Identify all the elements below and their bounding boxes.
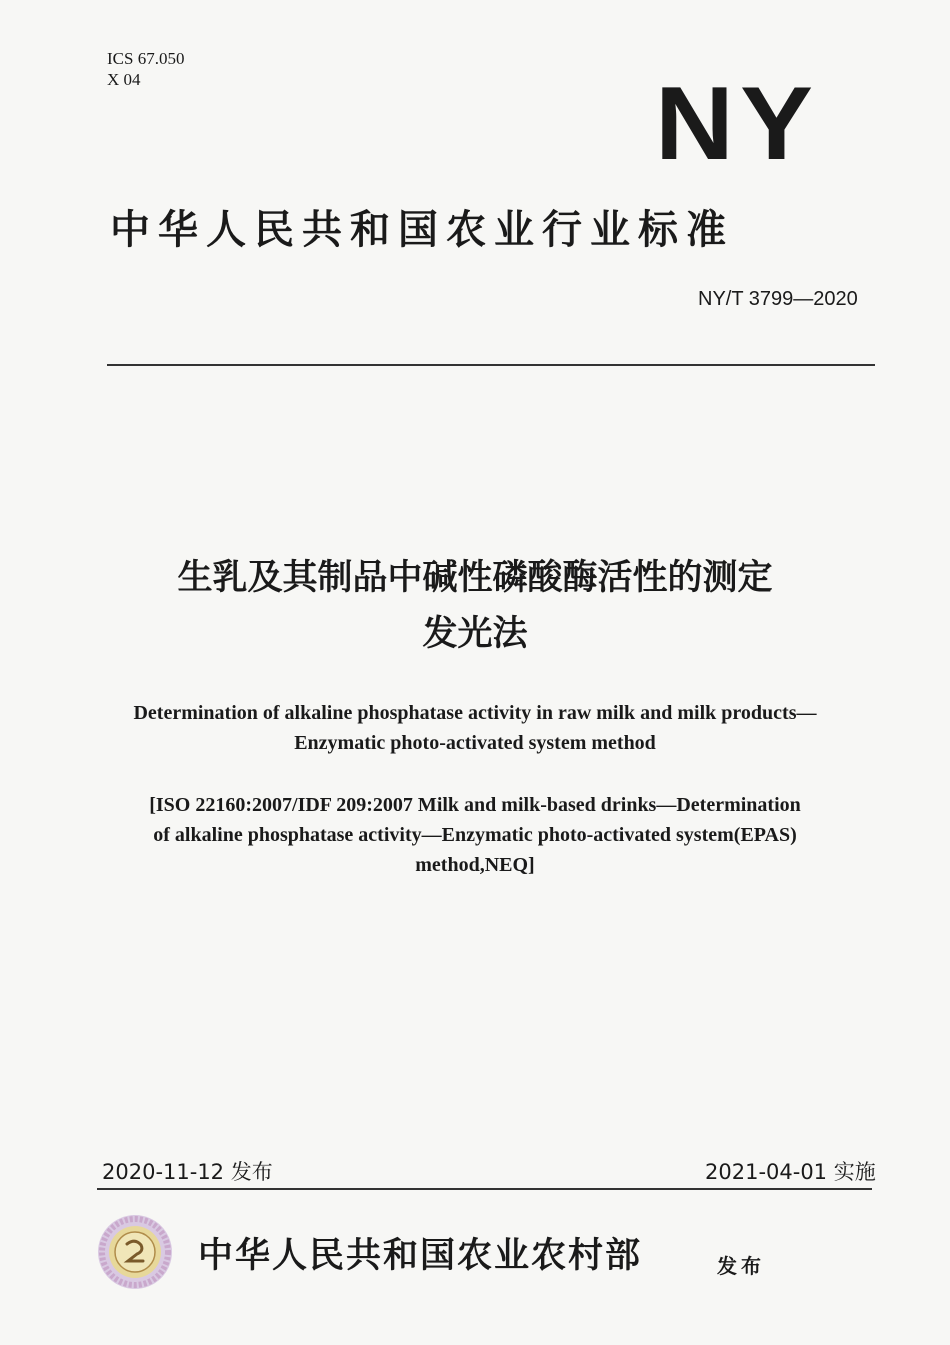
iso-reference-line-2: of alkaline phosphatase activity—Enzymatic photo-activated system(EPAS) bbox=[153, 824, 797, 846]
standard-type-title: 中华人民共和国农业行业标准 bbox=[110, 207, 734, 253]
standard-number: NY/T 3799—2020 bbox=[698, 288, 858, 310]
ministry-emblem-icon bbox=[97, 1214, 173, 1290]
chinese-title-line-2: 发光法 bbox=[422, 614, 528, 654]
english-title-line-2: Enzymatic photo-activated system method bbox=[294, 732, 656, 754]
iso-reference-line-1: [ISO 22160:2007/IDF 209:2007 Milk and milk-based drinks—Determination bbox=[149, 794, 801, 816]
english-title-line-1: Determination of alkaline phosphatase activity in raw milk and milk products— bbox=[133, 702, 817, 724]
iso-reference-line-3: method,NEQ] bbox=[415, 854, 535, 876]
issue-date: 2020-11-12 发布 bbox=[102, 1160, 273, 1184]
implementation-date: 2021-04-01 实施 bbox=[705, 1160, 876, 1184]
english-title bbox=[40, 698, 910, 758]
iso-reference bbox=[70, 790, 880, 880]
header-divider bbox=[107, 364, 875, 366]
class-code: X 04 bbox=[107, 70, 141, 89]
ics-code: ICS 67.050 bbox=[107, 49, 185, 68]
chinese-title-line-1: 生乳及其制品中碱性磷酸酶活性的测定 bbox=[177, 558, 773, 598]
ministry-name: 中华人民共和国农业农村部 bbox=[198, 1235, 643, 1276]
publish-label: 发布 bbox=[717, 1254, 765, 1278]
footer-divider bbox=[97, 1188, 872, 1190]
chinese-title bbox=[0, 550, 950, 662]
ics-block bbox=[107, 48, 184, 90]
ny-logo: NY bbox=[655, 66, 820, 182]
